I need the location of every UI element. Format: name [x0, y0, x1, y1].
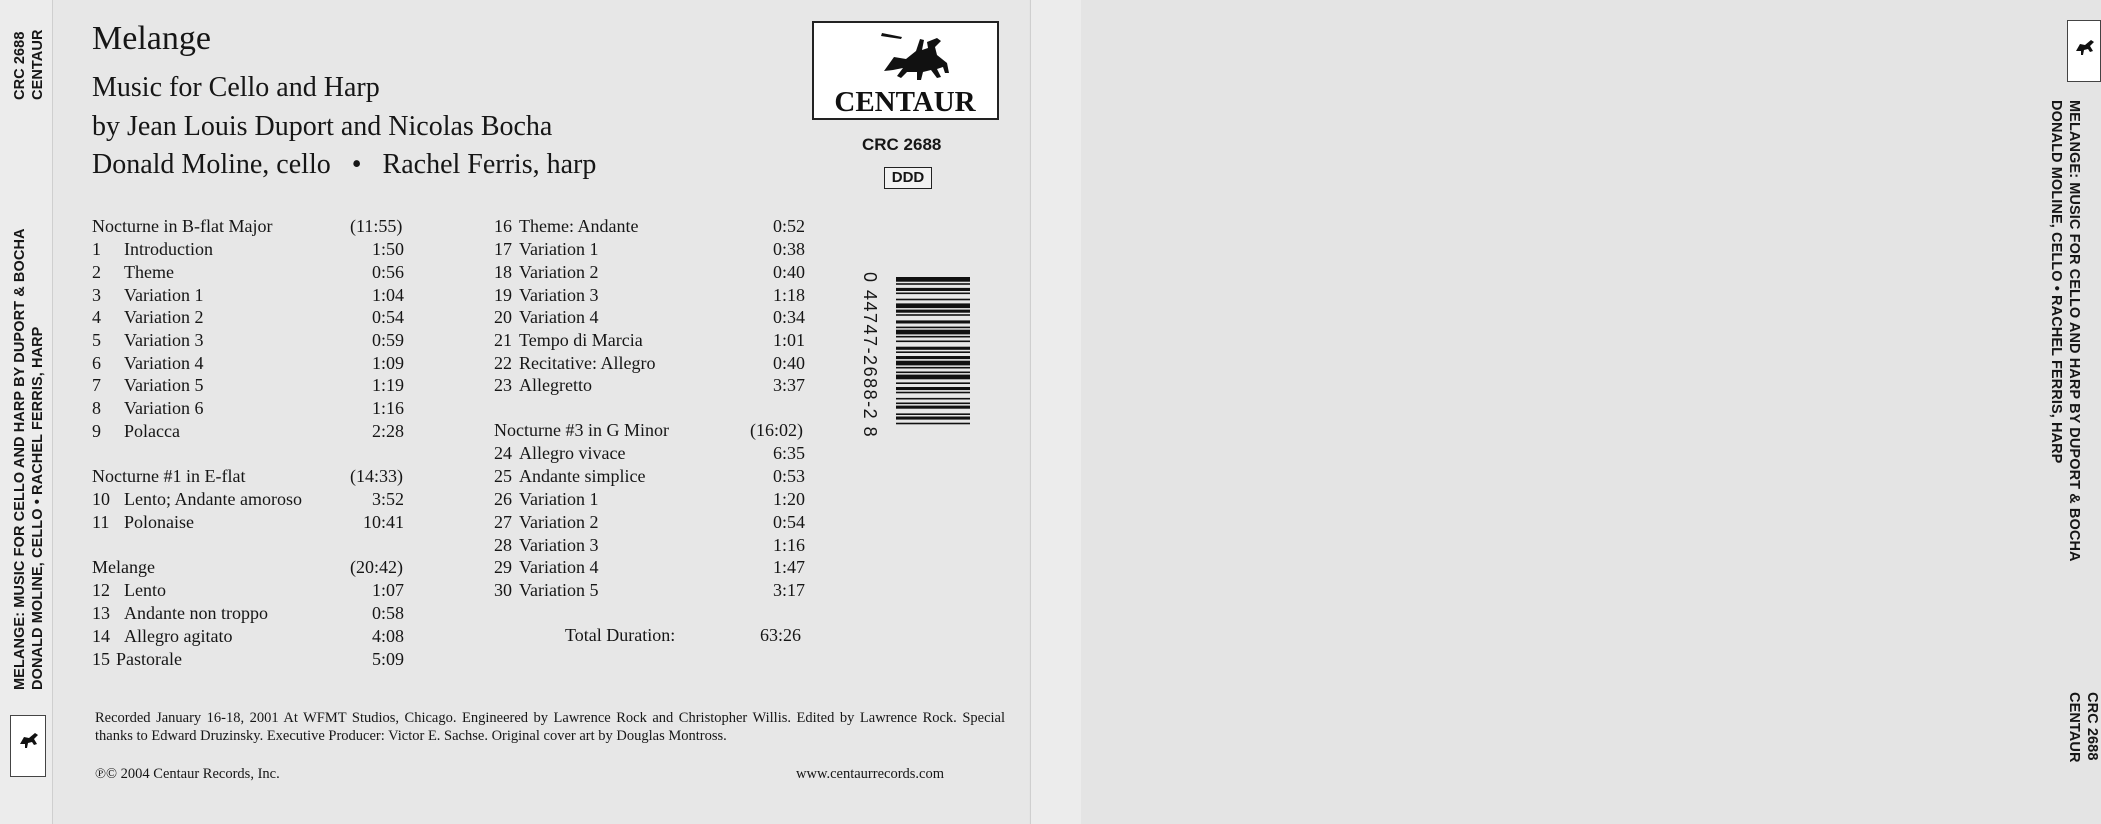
track-number: 8	[92, 398, 101, 418]
copyright-notice: ℗© 2004 Centaur Records, Inc.	[95, 766, 280, 782]
work-duration: (11:55)	[350, 216, 403, 236]
right-spine-label: CENTAUR	[2066, 692, 2082, 763]
barcode-bar	[896, 314, 970, 316]
track-number: 18	[494, 262, 512, 282]
track-title: Polonaise	[124, 512, 194, 532]
track-time: 1:16	[772, 535, 805, 555]
track-number: 30	[494, 580, 512, 600]
right-spine-logo	[2067, 20, 2101, 82]
track-time: 0:38	[772, 239, 805, 259]
catalog-number: CRC 2688	[862, 135, 942, 154]
track-number: 15	[92, 649, 110, 669]
barcode-bar	[896, 417, 970, 420]
barcode-bar	[896, 330, 970, 335]
track-title: Variation 6	[124, 398, 204, 418]
track-title: Variation 4	[519, 307, 599, 327]
track-time: 1:04	[371, 285, 404, 305]
track-title: Recitative: Allegro	[519, 353, 656, 373]
barcode-bar	[896, 351, 970, 353]
left-spine	[0, 0, 53, 824]
track-title: Pastorale	[116, 649, 182, 669]
album-title: Melange	[92, 20, 211, 57]
work-heading: Nocturne #3 in G Minor	[494, 420, 669, 440]
barcode-bar	[896, 327, 970, 329]
work-heading: Nocturne #1 in E-flat	[92, 466, 246, 486]
track-time: 0:54	[371, 307, 404, 327]
barcode-bar	[896, 382, 970, 384]
barcode-bar	[896, 413, 970, 415]
barcode-bar	[896, 293, 970, 295]
track-number: 5	[92, 330, 101, 350]
barcode-bar	[896, 406, 970, 409]
barcode-bar	[896, 310, 970, 313]
track-number: 11	[92, 512, 110, 532]
work-duration: (20:42)	[350, 557, 403, 577]
barcode-bar	[896, 341, 970, 343]
left-spine-performers: DONALD MOLINE, CELLO • RACHEL FERRIS, HARP	[30, 326, 46, 690]
track-time: 0:58	[371, 603, 404, 623]
track-number: 2	[92, 262, 101, 282]
track-number: 24	[494, 443, 512, 463]
total-duration-time: 63:26	[760, 625, 802, 645]
left-spine-title: MELANGE: MUSIC FOR CELLO AND HARP BY DUPORT & BOCHA	[12, 228, 28, 690]
album-performers	[92, 151, 596, 179]
track-title: Andante non troppo	[124, 603, 268, 623]
work-heading: Nocturne in B-flat Major	[92, 216, 273, 236]
work-duration: (14:33)	[350, 466, 403, 486]
track-time: 3:52	[371, 489, 404, 509]
work-duration: (16:02)	[750, 420, 803, 440]
track-title: Polacca	[124, 421, 180, 441]
barcode-bar	[896, 361, 970, 366]
barcode-bar	[896, 283, 970, 285]
track-title: Variation 2	[124, 307, 204, 327]
left-spine-logo	[10, 715, 46, 777]
track-time: 3:37	[772, 375, 805, 395]
track-time: 1:16	[371, 398, 404, 418]
track-time: 10:41	[362, 512, 404, 532]
track-title: Variation 2	[519, 262, 599, 282]
track-time: 1:07	[371, 580, 404, 600]
barcode-number: 0 44747-2688-2 8	[860, 272, 880, 439]
album-composers: by Jean Louis Duport and Nicolas Bocha	[92, 111, 553, 142]
barcode-bar	[896, 423, 970, 425]
track-number: 21	[494, 330, 512, 350]
barcode-bar	[896, 367, 970, 369]
total-duration-label: Total Duration:	[565, 625, 676, 645]
track-time: 6:35	[772, 443, 805, 463]
track-title: Theme	[124, 262, 174, 282]
right-spine-title: MELANGE: MUSIC FOR CELLO AND HARP BY DUPORT & BOCHA	[2066, 100, 2082, 562]
track-time: 0:40	[772, 353, 805, 373]
centaur-logo	[812, 21, 999, 120]
recording-credits: Recorded January 16-18, 2001 At WFMT Studios, Chicago. Engineered by Lawrence Rock and Christopher Willis. Edited by Lawrence Rock. Special thanks to Edward Druzinsky. Executive Producer: Victor E. Sachse. Original cover art by Douglas Montross.	[95, 710, 1005, 745]
centaur-icon	[814, 23, 997, 118]
track-title: Andante simplice	[519, 466, 646, 486]
barcode-bar	[896, 403, 970, 405]
track-number: 20	[494, 307, 512, 327]
barcode-bar	[896, 277, 970, 282]
track-time: 0:53	[772, 466, 805, 486]
barcode-bar	[896, 288, 970, 291]
track-number: 14	[92, 626, 110, 646]
track-title: Allegretto	[519, 375, 592, 395]
centaur-icon	[2068, 21, 2100, 81]
track-number: 1	[92, 239, 101, 259]
track-time: 0:56	[371, 262, 404, 282]
track-title: Variation 5	[519, 580, 599, 600]
track-time: 0:40	[772, 262, 805, 282]
track-title: Theme: Andante	[519, 216, 639, 236]
ddd-badge: DDD	[884, 167, 932, 189]
album-subtitle: Music for Cello and Harp	[92, 72, 380, 103]
track-title: Variation 2	[519, 512, 599, 532]
track-time: 0:52	[772, 216, 805, 236]
work-heading: Melange	[92, 557, 155, 577]
track-title: Variation 1	[519, 489, 599, 509]
track-title: Variation 3	[124, 330, 204, 350]
bullet-separator: •	[351, 149, 362, 180]
track-title: Variation 1	[519, 239, 599, 259]
track-number: 6	[92, 353, 101, 373]
track-number: 26	[494, 489, 512, 509]
track-time: 1:09	[371, 353, 404, 373]
barcode-bar	[896, 398, 970, 400]
right-spine-catalog: CRC 2688	[2084, 692, 2100, 761]
track-time: 2:28	[371, 421, 404, 441]
track-time: 1:18	[772, 285, 805, 305]
track-number: 22	[494, 353, 512, 373]
barcode-bar	[896, 387, 970, 390]
track-number: 13	[92, 603, 110, 623]
barcode-bar	[896, 299, 970, 301]
track-time: 1:20	[772, 489, 805, 509]
track-time: 4:08	[371, 626, 404, 646]
right-spine-performers: DONALD MOLINE, CELLO • RACHEL FERRIS, HARP	[2048, 100, 2064, 464]
track-number: 12	[92, 580, 110, 600]
track-time: 0:59	[371, 330, 404, 350]
barcode-bar	[896, 356, 970, 359]
track-time: 1:19	[371, 375, 404, 395]
track-number: 19	[494, 285, 512, 305]
track-time: 1:50	[371, 239, 404, 259]
left-spine-catalog: CRC 2688	[12, 31, 28, 100]
track-number: 3	[92, 285, 101, 305]
performer-cello: Donald Moline, cello	[92, 149, 331, 180]
left-spine-label: CENTAUR	[30, 29, 46, 100]
track-time: 3:17	[772, 580, 805, 600]
performer-harp: Rachel Ferris, harp	[382, 149, 597, 180]
track-number: 25	[494, 466, 512, 486]
track-title: Variation 4	[124, 353, 204, 373]
track-time: 0:54	[772, 512, 805, 532]
track-number: 23	[494, 375, 512, 395]
barcode-bar	[896, 375, 970, 380]
website-url: www.centaurrecords.com	[796, 766, 945, 782]
track-title: Variation 4	[519, 557, 599, 577]
track-number: 27	[494, 512, 512, 532]
track-number: 28	[494, 535, 512, 555]
track-number: 7	[92, 375, 101, 395]
track-number: 17	[494, 239, 512, 259]
track-title: Introduction	[124, 239, 213, 259]
barcode-bar	[896, 392, 970, 394]
barcode-bar	[896, 347, 970, 350]
track-time: 0:34	[772, 307, 805, 327]
track-title: Allegro vivace	[519, 443, 626, 463]
track-title: Variation 5	[124, 375, 204, 395]
track-number: 10	[92, 489, 110, 509]
barcode-bar	[896, 336, 970, 338]
barcode-bar	[896, 303, 970, 308]
track-title: Variation 3	[519, 535, 599, 555]
track-number: 16	[494, 216, 512, 236]
track-number: 9	[92, 421, 101, 441]
track-title: Lento	[124, 580, 166, 600]
logo-text: CENTAUR	[834, 86, 976, 118]
track-title: Allegro agitato	[124, 626, 233, 646]
barcode-bar	[896, 372, 970, 374]
barcode	[896, 275, 970, 519]
track-number: 29	[494, 557, 512, 577]
right-spine	[1030, 0, 2100, 824]
track-time: 1:01	[772, 330, 805, 350]
track-number: 4	[92, 307, 101, 327]
track-title: Variation 3	[519, 285, 599, 305]
barcode-bar	[896, 320, 970, 323]
centaur-icon	[11, 716, 45, 776]
track-time: 5:09	[371, 649, 404, 669]
track-time: 1:47	[772, 557, 805, 577]
track-title: Variation 1	[124, 285, 204, 305]
track-title: Lento; Andante amoroso	[124, 489, 302, 509]
track-title: Tempo di Marcia	[519, 330, 643, 350]
